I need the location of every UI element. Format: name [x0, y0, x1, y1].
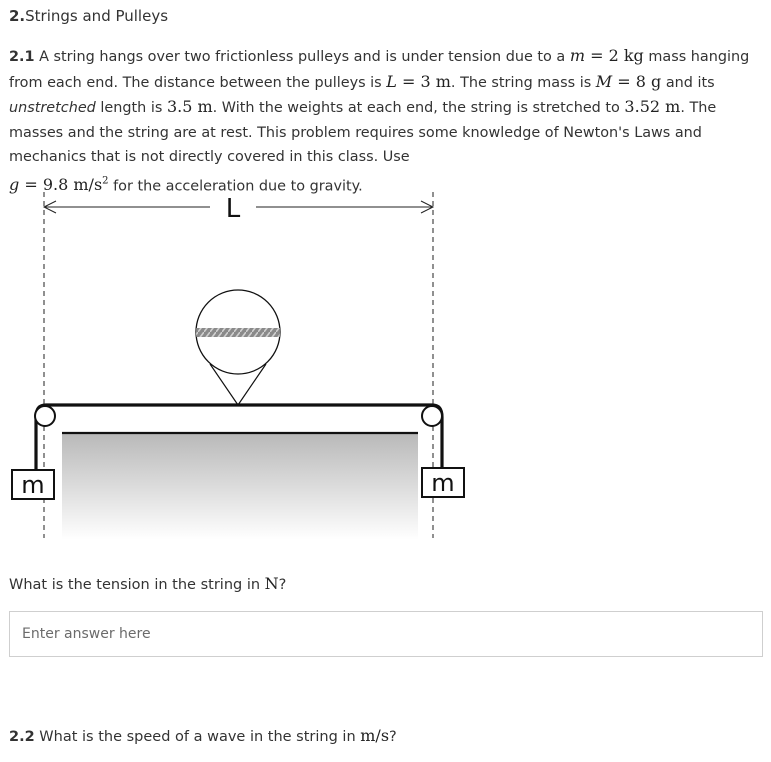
distance-label: L: [225, 194, 241, 224]
question-2-prompt: [9, 726, 397, 745]
g-exponent: 2: [102, 175, 109, 187]
problem-text-6: . With the weights at each end, the string is stretched to: [212, 100, 620, 117]
M-eq: = 8: [617, 71, 646, 91]
M-unit: g: [651, 71, 662, 91]
mass-unit: kg: [623, 46, 644, 65]
unstretched-length-value: [167, 97, 213, 116]
g-eq: = 9.8: [24, 175, 69, 195]
right-pulley: [422, 406, 442, 426]
mass-eq: = 2: [590, 46, 619, 65]
stretched-length-value: [624, 97, 680, 116]
question-1-unit: N: [264, 574, 279, 593]
answer-input[interactable]: [9, 611, 763, 657]
question-1-end: ?: [278, 577, 287, 593]
question-2-unit: m/s: [360, 726, 390, 745]
L-unit: m: [435, 71, 451, 91]
mass-symbol: m: [569, 46, 585, 65]
len1-unit: m: [197, 97, 213, 117]
len1-number: 3.5: [166, 97, 193, 117]
section-title: [9, 7, 168, 25]
emphasis-unstretched: unstretched: [9, 100, 96, 117]
problem-text-3: . The string mass is: [450, 74, 592, 91]
length-L-value: [386, 72, 451, 91]
L-symbol: L: [386, 71, 397, 91]
problem-number: 2.1: [9, 49, 35, 65]
left-mass-label: m: [21, 471, 45, 499]
question-1-prompt: [9, 574, 286, 593]
problem-statement: [9, 44, 761, 199]
question-1-text: What is the tension in the string in: [9, 577, 261, 593]
problem-text-1: A string hangs over two frictionless pulleys and is under tension due to a: [39, 49, 566, 65]
mass-value: [570, 46, 644, 65]
table-block: [62, 434, 418, 540]
question-2-text: What is the speed of a wave in the string in: [39, 729, 356, 745]
M-symbol: M: [595, 71, 613, 91]
right-mass-label: m: [431, 469, 455, 497]
magnified-string: [190, 328, 286, 337]
L-eq: = 3: [401, 71, 431, 91]
section-number: 2.: [9, 7, 26, 25]
left-pulley: [35, 406, 55, 426]
string-mass-value: [596, 72, 662, 91]
g-unit: m/s: [73, 175, 103, 195]
problem-text-8: for the acceleration due to gravity.: [113, 178, 363, 195]
question-2-number: 2.2: [9, 729, 35, 745]
problem-text-4: and its: [665, 74, 715, 91]
len2-unit: m: [665, 97, 681, 117]
pulley-diagram: [0, 180, 771, 545]
problem-text-2: mass hanging from each end. The distance between the pulleys is: [9, 49, 750, 91]
section-title-text: Strings and Pulleys: [25, 7, 169, 25]
len2-number: 3.52: [624, 97, 661, 117]
g-symbol: g: [9, 175, 20, 195]
question-2-end: ?: [389, 729, 397, 745]
problem-text-5: length is: [100, 100, 163, 117]
problem-text-7: . The masses and the string are at rest. This problem requires some knowledge of Newton's Laws and mechanics that is not directly covered in this class. Use: [9, 100, 717, 166]
